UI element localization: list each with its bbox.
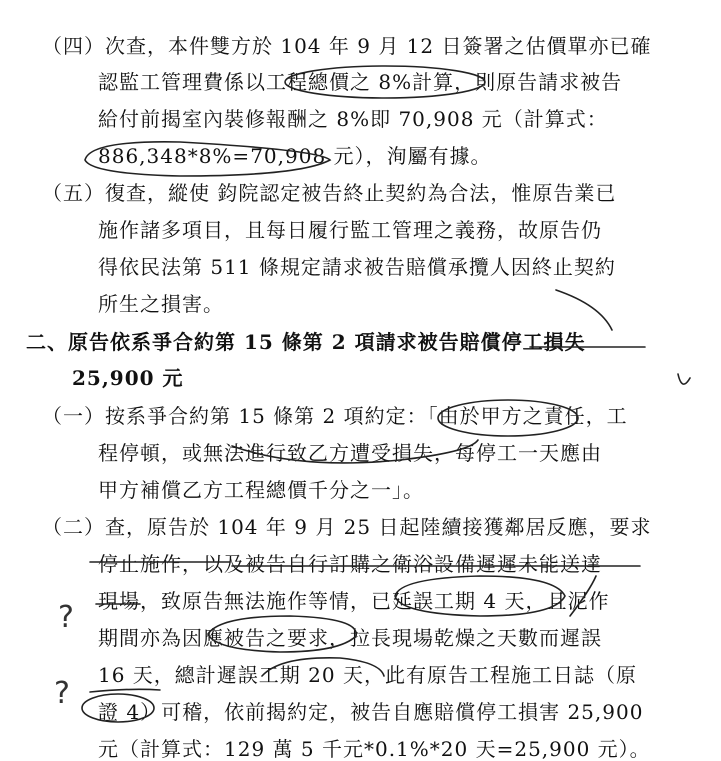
text-line-13: 甲方補償乙方工程總價千分之一」。	[98, 478, 424, 502]
text-line-6: 施作諸多項目，且每日履行監工管理之義務，故原告仍	[98, 218, 602, 242]
question-mark-annotation: ?	[58, 600, 74, 635]
text-line-7: 得依民法第 511 條規定請求被告賠償承攬人因終止契約	[98, 255, 616, 279]
curve-mark	[678, 374, 690, 384]
question-mark-annotation: ?	[54, 676, 70, 711]
curve-mark	[556, 290, 612, 330]
text-line-8: 所生之損害。	[98, 292, 224, 316]
text-line-5: （五）復查，縱使 鈞院認定被告終止契約為合法，惟原告業已	[42, 181, 617, 205]
text-line-15: 停止施作，以及被告自行訂購之衛浴設備遲遲未能送達	[98, 552, 602, 576]
text-line-17: 期間亦為因應被告之要求，拉長現場乾燥之天數而遲誤	[98, 626, 602, 650]
text-line-11: （一）按系爭合約第 15 條第 2 項約定：「由於甲方之責任，工	[42, 404, 628, 428]
text-line-20: 元（計算式：129 萬 5 千元*0.1%*20 天=25,900 元）。	[98, 737, 651, 761]
text-line-12: 程停頓，或無法進行致乙方遭受損失，每停工一天應由	[98, 441, 602, 465]
section-heading-amount: 25,900 元	[72, 366, 184, 390]
underline-mark	[90, 689, 160, 692]
text-line-19: 證 4）可稽，依前揭約定，被告自應賠償停工損害 25,900	[98, 700, 644, 724]
text-line-3: 給付前揭室內裝修報酬之 8%即 70,908 元（計算式：	[98, 107, 608, 131]
text-line-16: 現場，致原告無法施作等情，已延誤工期 4 天，且泥作	[98, 589, 610, 613]
text-line-1: （四）次查，本件雙方於 104 年 9 月 12 日簽署之估價單亦已確	[42, 34, 652, 58]
text-line-14: （二）查，原告於 104 年 9 月 25 日起陸續接獲鄰居反應，要求	[42, 515, 652, 539]
text-line-4: 886,348*8%=70,908 元），洵屬有據。	[98, 144, 492, 168]
text-line-18: 16 天，總計遲誤工期 20 天，此有原告工程施工日誌（原	[98, 663, 637, 687]
text-line-2: 認監工管理費係以工程總價之 8%計算，則原告請求被告	[98, 70, 623, 94]
section-heading: 二、原告依系爭合約第 15 條第 2 項請求被告賠償停工損失	[26, 330, 586, 354]
